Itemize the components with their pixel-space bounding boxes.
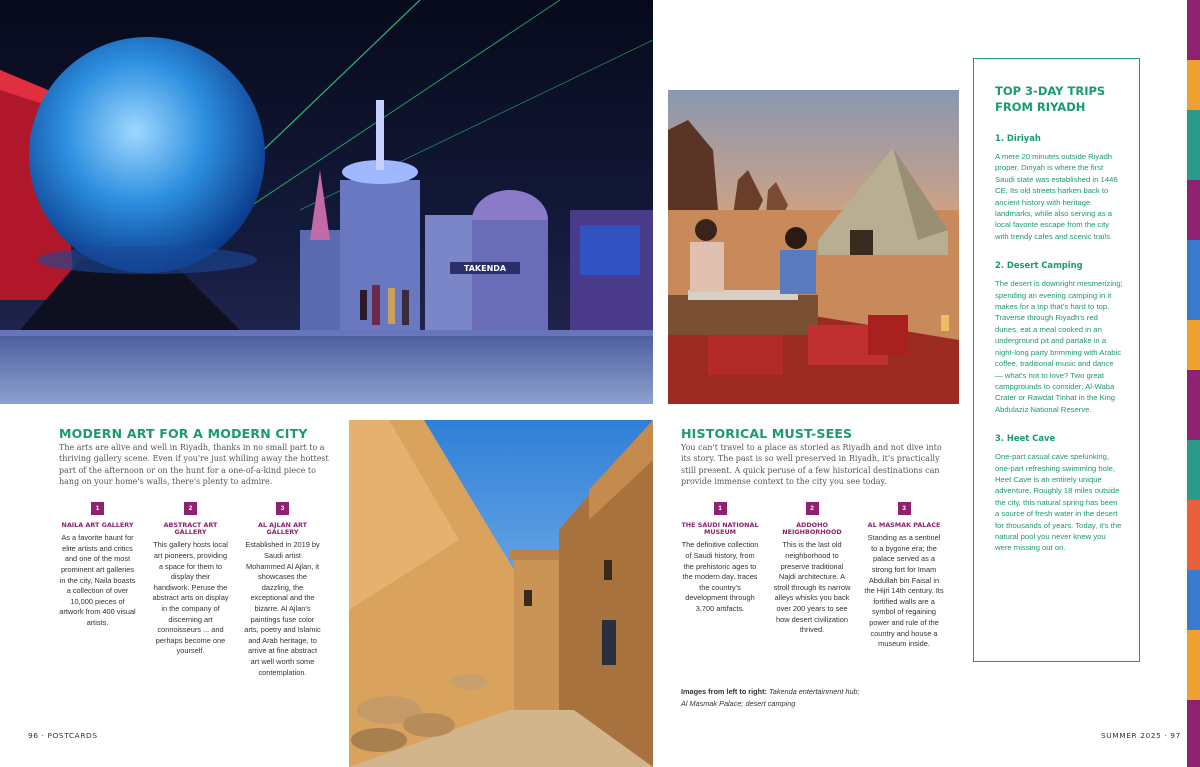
left-folio: 96 · POSTCARDS — [28, 731, 98, 740]
sidebar-title: TOP 3-DAY TRIPS FROM RIYADH — [995, 84, 1106, 114]
caption-line-1: Takenda entertainment hub; — [768, 687, 860, 696]
caption-label: Images from left to right: — [681, 687, 767, 696]
gallery-item — [244, 497, 321, 678]
number-badge: 1 — [714, 502, 727, 515]
site-item — [772, 497, 852, 636]
site-item — [681, 497, 759, 615]
trip-item — [995, 433, 1127, 554]
top-trips-sidebar — [973, 58, 1140, 662]
trip-item — [995, 260, 1127, 415]
number-badge: 2 — [806, 502, 819, 515]
caption-line-2: Al Masmak Palace; desert camping — [681, 699, 796, 708]
trip-name: 2. Desert Camping — [995, 260, 1083, 271]
site-name: ADDOHO NEIGHBORHOOD — [782, 521, 842, 537]
site-description: This is the last old neighborhood to preserve traditional Najdi architecture. A stroll through its narrow alleys whisks you back over 200 years to see how desert civilization thrived. — [773, 540, 851, 635]
site-name: AL MASMAK PALACE — [867, 521, 941, 529]
trip-name: 1. Diriyah — [995, 133, 1041, 143]
gallery-name: ABSTRACT ART GALLERY — [163, 521, 218, 537]
modern-art-heading: MODERN ART FOR A MODERN CITY — [59, 426, 308, 441]
trip-description: One-part casual cave spelunking, one-part refreshing swimming hole, Heet Cave is an entirely unique adventure. Roughly 18 miles outside the city, this natural spring has been a source of fresh water in the desert for thousands of years. Today, it's the natural pool you never knew you were missing out on. — [995, 452, 1122, 553]
gallery-name: AL AJLAN ART GALLERY — [257, 521, 308, 537]
trip-description: A mere 20 minutes outside Riyadh proper, Diriyah is where the first Saudi state was established in 1446 CE. Its old streets harken back to ancient history with heritage landmarks, while also serving as a local favorite escape from the city with trendy cafes and scenic trails. — [995, 152, 1118, 241]
image-caption — [681, 686, 860, 710]
site-name: THE SAUDI NATIONAL MUSEUM — [681, 521, 759, 537]
gallery-description: Established in 2019 by Saudi artist Mohammed Al Ajlan, it showcases the dazzling, the exceptional and the bizarre. Al Ajlan's paintings fuse color arts, poetry and Islamic and Arab heritage, to arrive at fine abstract art well worth some contemplation. — [244, 540, 321, 677]
gallery-description: As a favorite haunt for elite artists and critics and one of the most prominent art galleries in the city, Naila boasts a collection of over 10,000 pieces of artwork from 400 visual artists. — [59, 533, 136, 627]
gallery-description: This gallery hosts local art pioneers, providing a space for them to display their handiwork. Peruse the abstract arts on display in the company of discerning art connoisseurs ... and perhaps become one yourself. — [152, 540, 229, 656]
takenda-sign: TAKENDA — [463, 264, 507, 273]
site-item — [864, 497, 944, 650]
trip-description: The desert is downright mesmerizing; spending an evening camping in it makes for a trip that's hard to top. Traverse through Riyadh's red dunes, eat a meal cooked in an underground pit and partake in a night-long party brimming with Arabic coffee, traditional music and dance — what's not to love? Two great campgrounds to consider: Al-Waba Crater or Rawdat Tinhat in the King Abdulaziz National Reserve. — [995, 279, 1123, 414]
number-badge: 1 — [91, 502, 104, 515]
gallery-name: NAILA ART GALLERY — [61, 521, 134, 529]
gallery-item — [152, 497, 229, 657]
number-badge: 2 — [184, 502, 197, 515]
right-folio: SUMMER 2025 · 97 — [1101, 731, 1181, 740]
number-badge: 3 — [276, 502, 289, 515]
trip-item — [995, 133, 1127, 242]
historical-intro: You can't travel to a place as storied as Riyadh and not dive into its story. The past is so well preserved in Riyadh, it's practically still present. A quick peruse of a few historical destinations can provide immense context to the city you see today. — [681, 443, 942, 487]
modern-art-intro: The arts are alive and well in Riyadh, thanks in no small part to a thriving gallery scene. Even if you're just whiling away the hottest part of the afternoon or on the hunt for a one-of-a-kind piece to hang on your home's walls, there's plenty to admire. — [59, 443, 329, 487]
photo-desert-camping — [668, 90, 959, 404]
historical-heading: HISTORICAL MUST-SEES — [681, 426, 853, 441]
photo-al-masmak-palace — [349, 420, 653, 767]
site-description: The definitive collection of Saudi history, from the prehistoric ages to the modern day, traces the country's development through 3,700 artifacts. — [681, 540, 759, 613]
number-badge: 3 — [898, 502, 911, 515]
photo-takenda-entertainment-hub — [0, 0, 653, 404]
decorative-pattern-strip — [1187, 0, 1200, 767]
trip-name: 3. Heet Cave — [995, 433, 1056, 444]
gallery-item — [59, 497, 136, 629]
site-description: Standing as a sentinel to a bygone era; the palace served as a strong fort for Imam Abdullah bin Faisal in the Hijri 14th century. Its fortified walls are a symbol of regaining power and rule of the country and house a museum inside. — [864, 533, 944, 649]
